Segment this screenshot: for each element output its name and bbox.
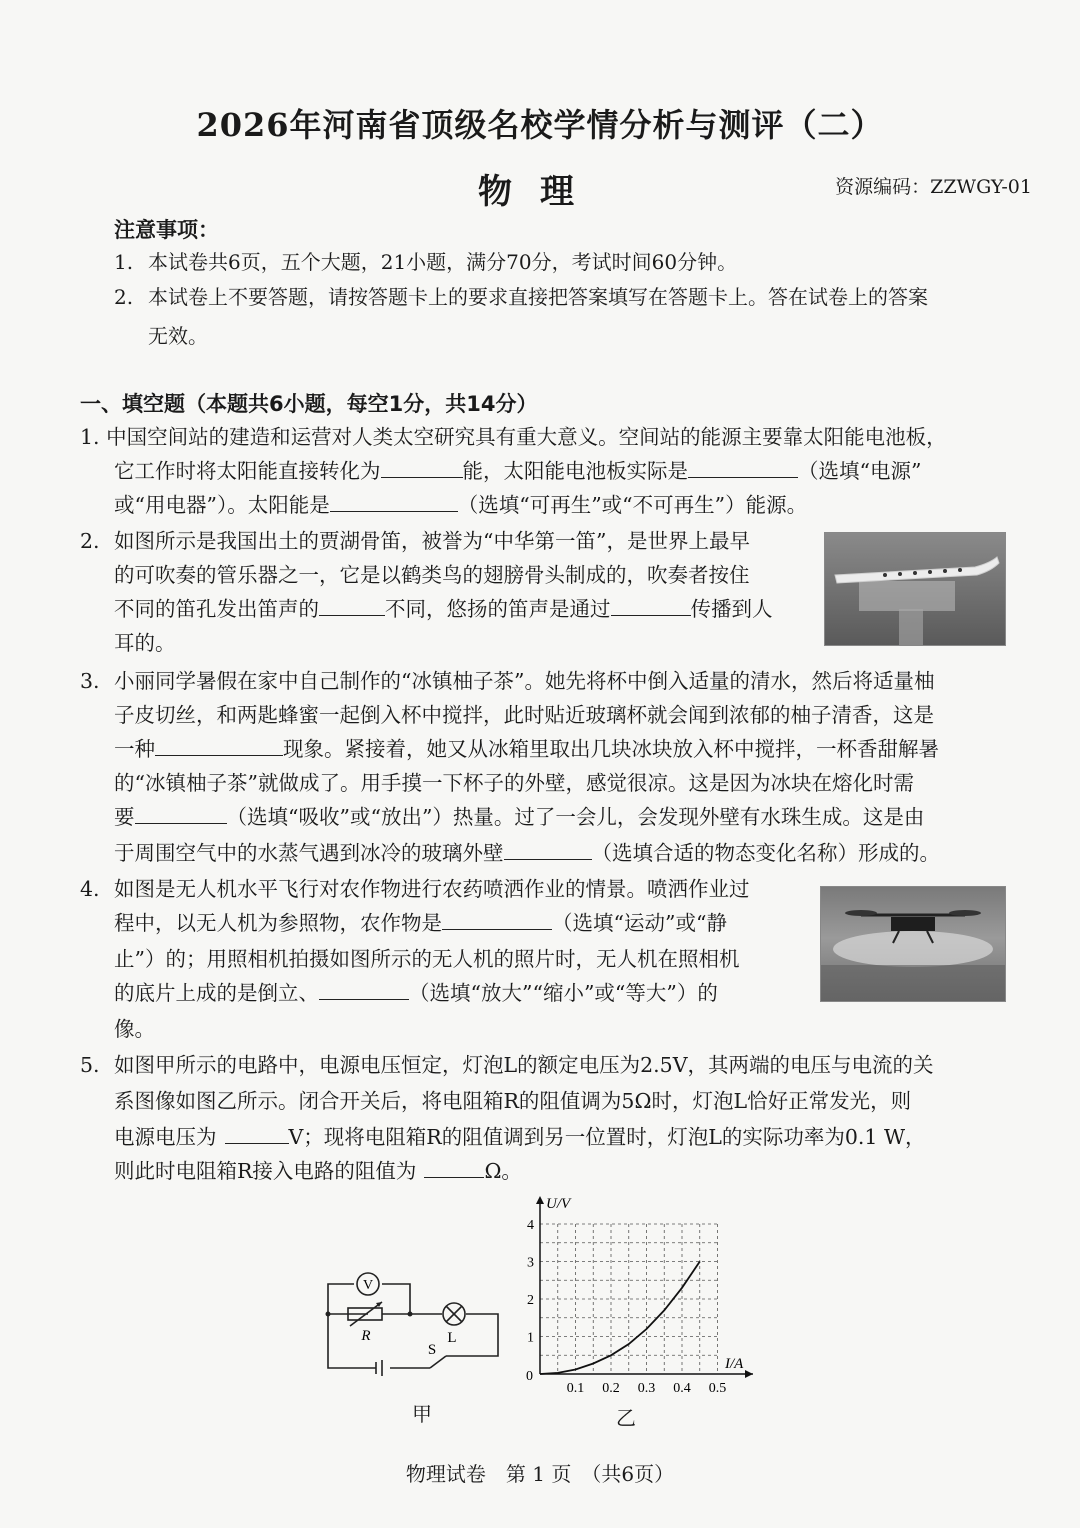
section-heading: 一、填空题（本题共6小题，每空1分，共14分） (80, 392, 538, 416)
answer-blank (442, 907, 552, 930)
notice-text: 本试卷上不要答题，请按答题卡上的要求直接把答案填写在答题卡上。答在试卷上的答案 (148, 285, 928, 309)
u-i-chart (518, 1192, 768, 1404)
answer-blank (135, 801, 227, 824)
switch-label: S (427, 1342, 437, 1358)
question-number: 4. (80, 877, 100, 901)
x-tick-label: 0.2 (602, 1381, 620, 1396)
chart-caption: 乙 (616, 1406, 636, 1430)
q5-line: 电源电压为 V；现将电阻箱R的阻值调到另一位置时，灯泡L的实际功率为0.1 W， (114, 1120, 926, 1154)
circuit-caption: 甲 (412, 1402, 432, 1426)
y-tick-label: 3 (527, 1255, 534, 1271)
answer-blank (155, 733, 283, 756)
subject-title: 物理 (478, 172, 602, 212)
resistor-label: R (361, 1328, 371, 1344)
answer-blank (424, 1155, 484, 1178)
voltmeter-label: V (362, 1278, 374, 1293)
q3-line: 小丽同学暑假在家中自己制作的“冰镇柚子茶”。她先将杯中倒入适量的清水，然后将适量柚 (114, 669, 935, 693)
resource-code: 资源编码：ZZWGY-01 (835, 176, 1032, 198)
notice-item (114, 245, 1014, 279)
q2-line: 的可吹奏的管乐器之一，它是以鹤类鸟的翅膀骨头制成的，吹奏者按住 (114, 563, 750, 587)
answer-blank (381, 455, 463, 478)
q5-line: 系图像如图乙所示。闭合开关后，将电阻箱R的阻值调为5Ω时，灯泡L恰好正常发光，则 (114, 1089, 912, 1113)
question-number: 2. (80, 529, 100, 553)
x-tick-label: 0.1 (566, 1381, 585, 1396)
q1-line: 它工作时将太阳能直接转化为 能，太阳能电池板实际是 （选填“电源” (114, 454, 921, 488)
notice-text: 本试卷共6页，五个大题，21小题，满分70分，考试时间60分钟。 (148, 250, 738, 274)
answer-blank (611, 593, 691, 616)
answer-blank (319, 593, 385, 616)
notice-number: 2. (114, 285, 134, 309)
q3-line: 于周围空气中的水蒸气遇到冰冷的玻璃外壁 （选填合适的物态变化名称）形成的。 (114, 836, 940, 870)
q1-line: 1. 中国空间站的建造和运营对人类太空研究具有重大意义。空间站的能源主要靠太阳能电池板， (80, 425, 947, 449)
exam-title: 2026年河南省顶级名校学情分析与测评（二） (196, 106, 884, 144)
answer-blank (319, 977, 409, 1000)
q4-line: 如图是无人机水平飞行对农作物进行农药喷洒作业的情景。喷洒作业过 (114, 877, 750, 901)
q1-line: 或“用电器”）。太阳能是 （选填“可再生”或“不可再生”）能源。 (114, 488, 807, 522)
x-axis-arrow (745, 1370, 753, 1378)
lamp-label: L (447, 1330, 457, 1346)
y-tick-label: 1 (527, 1330, 534, 1346)
page-footer: 物理试卷 第 1 页 （共6页） (405, 1462, 675, 1486)
question-number: 5. (80, 1053, 100, 1077)
q2-line: 如图所示是我国出土的贾湖骨笛，被誉为“中华第一笛”，是世界上最早 (114, 529, 750, 553)
q4-line: 止”）的；用照相机拍摄如图所示的无人机的照片时，无人机在照相机 (114, 947, 740, 971)
y-axis-label: U/V (546, 1196, 571, 1212)
drone-photo (820, 886, 1006, 1002)
answer-blank (225, 1121, 289, 1144)
x-tick-label: 0.5 (708, 1381, 727, 1396)
y-tick-label: 4 (527, 1218, 534, 1233)
q2-line: 耳的。 (114, 631, 176, 655)
origin-label: 0 (526, 1369, 533, 1384)
notice-continuation: 无效。 (148, 324, 208, 348)
q3-line: 子皮切丝，和两匙蜂蜜一起倒入杯中搅拌，此时贴近玻璃杯就会闻到浓郁的柚子清香，这是 (114, 703, 934, 727)
q4-line: 的底片上成的是倒立、 （选填“放大”“缩小”或“等大”）的 (114, 976, 718, 1010)
q5-line: 如图甲所示的电路中，电源电压恒定，灯泡L的额定电压为2.5V，其两端的电压与电流的关 (114, 1053, 934, 1077)
answer-blank (504, 837, 592, 860)
bone-flute-photo (824, 532, 1006, 646)
notice-number: 1. (114, 250, 134, 274)
q5-line: 则此时电阻箱R接入电路的阻值为 Ω。 (114, 1154, 522, 1188)
answer-blank (330, 489, 458, 512)
x-tick-label: 0.4 (673, 1381, 691, 1396)
answer-blank (688, 455, 798, 478)
q3-line: 的“冰镇柚子茶”就做成了。用手摸一下杯子的外壁，感觉很凉。这是因为冰块在熔化时需 (114, 771, 914, 795)
q3-line: 要 （选填“吸收”或“放出”）热量。过了一会儿，会发现外壁有水珠生成。这是由 (114, 800, 924, 834)
y-tick-label: 2 (527, 1293, 534, 1308)
q4-line: 像。 (114, 1017, 155, 1041)
x-tick-label: 0.3 (637, 1381, 656, 1396)
q4-line: 程中，以无人机为参照物，农作物是 （选填“运动”或“静 (114, 906, 727, 940)
y-axis-arrow (536, 1196, 544, 1204)
q2-line: 不同的笛孔发出笛声的 不同，悠扬的笛声是通过 传播到人 (114, 592, 773, 626)
question-number: 3. (80, 669, 100, 693)
q3-line: 一种 现象。紧接着，她又从冰箱里取出几块冰块放入杯中搅拌，一杯香甜解暑 (114, 732, 939, 766)
notice-item (114, 280, 1014, 314)
circuit-diagram (318, 1266, 518, 1386)
x-axis-label: I/A (725, 1356, 744, 1372)
notice-heading: 注意事项： (114, 218, 219, 242)
